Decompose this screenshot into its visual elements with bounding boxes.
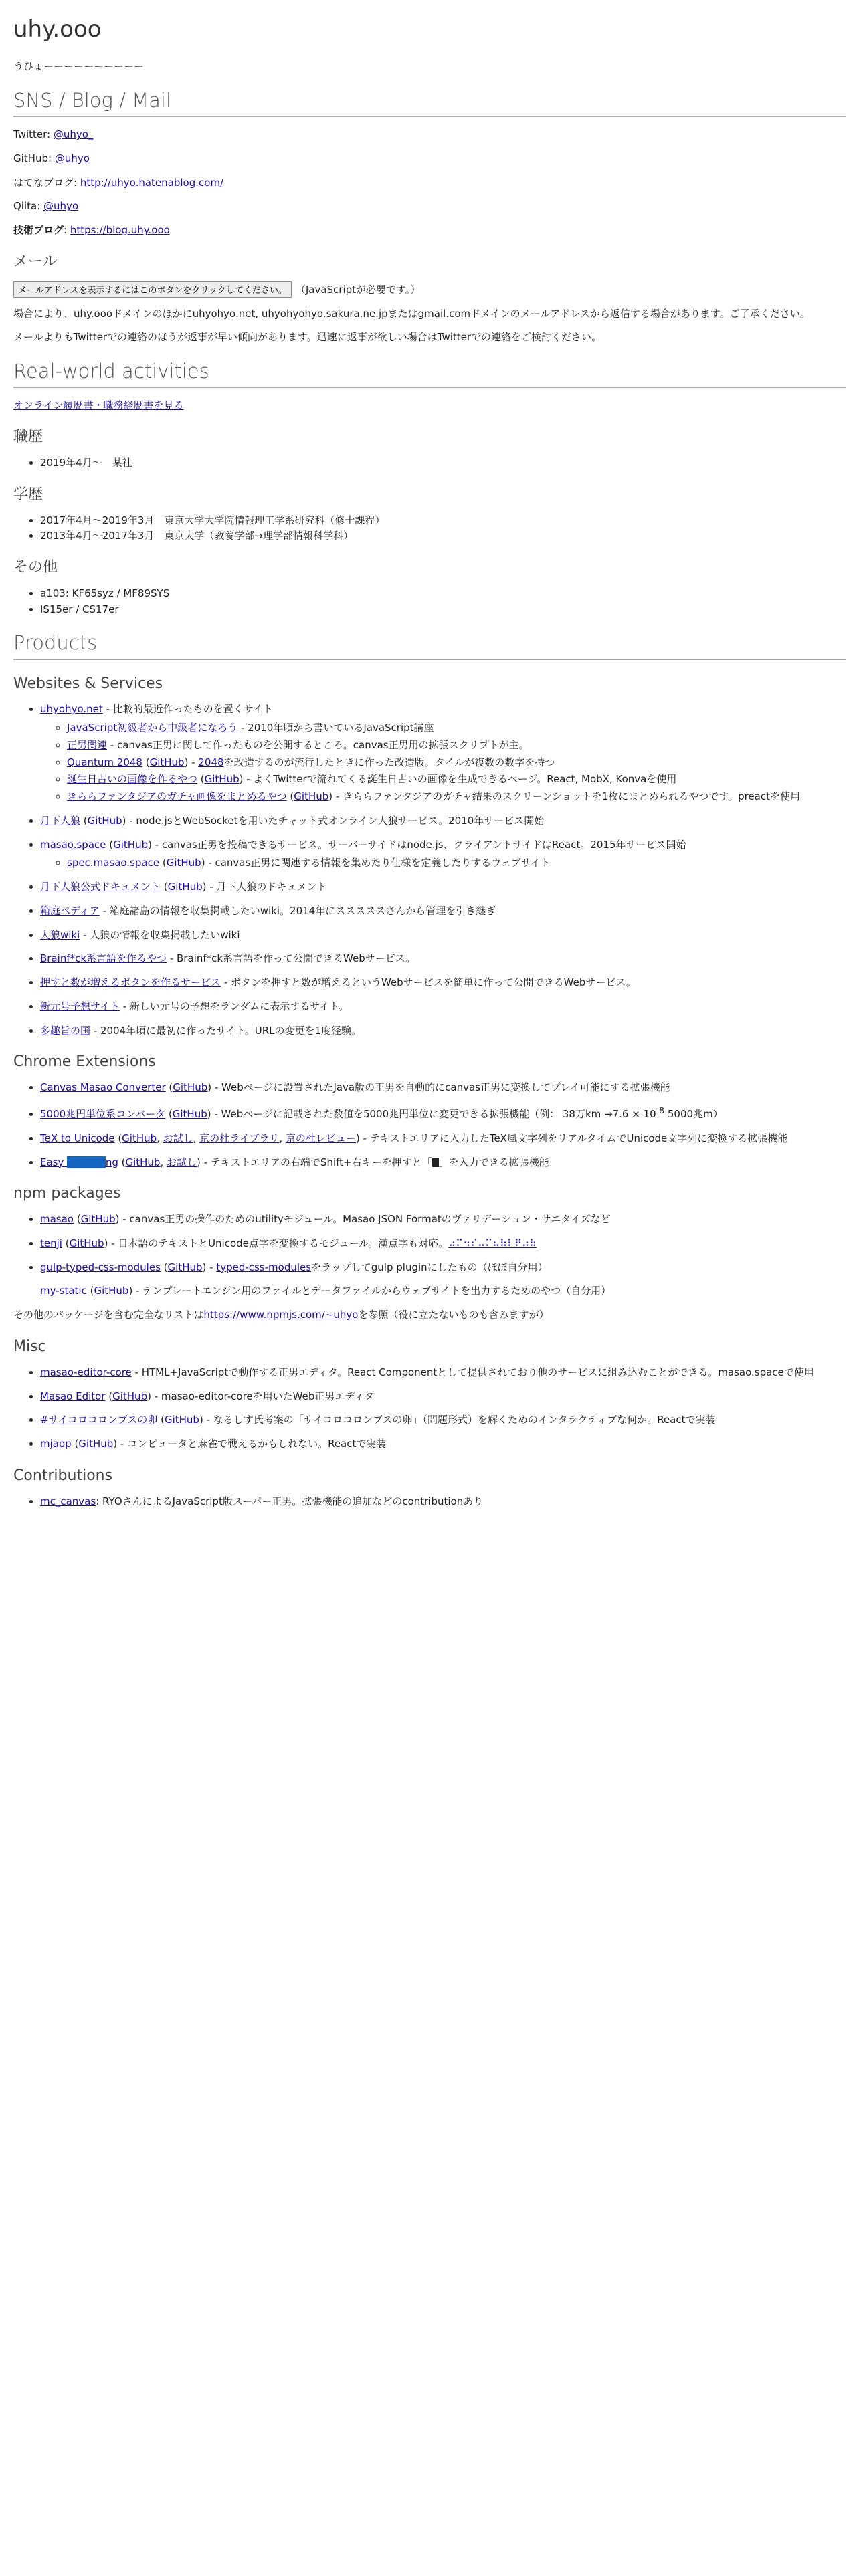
- products-heading: Products: [13, 629, 846, 659]
- mystatic-github-link[interactable]: GitHub: [94, 1285, 129, 1297]
- mail-heading: メール: [13, 253, 58, 270]
- easy-try-link[interactable]: お試し: [167, 1156, 197, 1168]
- spec-github-link[interactable]: GitHub: [166, 857, 201, 869]
- easy-github-link[interactable]: GitHub: [125, 1156, 161, 1168]
- uhyohyo-desc: - 比較的最近作ったものを置くサイト: [102, 703, 273, 716]
- tex-link[interactable]: TeX to Unicode: [40, 1132, 115, 1144]
- paren-open: (: [142, 756, 150, 768]
- list-item-npm-masao: [40, 1212, 846, 1227]
- editor-core-desc: - HTML+JavaScriptで動作する正男エディタ。React Componentとして提供されており他のサービスに組み込むことができる。masao.spaceで使用: [131, 1366, 814, 1378]
- separator: ,: [193, 1132, 200, 1144]
- misc-list: [13, 1366, 846, 1452]
- list-item-tsuki: [40, 814, 846, 829]
- education-heading: 学歴: [13, 486, 43, 503]
- uhyohyo-link[interactable]: uhyohyo.net: [40, 703, 103, 716]
- paren-open: (: [74, 1213, 81, 1226]
- kirara-desc: ) - きららファンタジアのガチャ結果のスクリーンショットを1枚にまとめられるやつです。preactを使用: [328, 790, 800, 803]
- list-item-cmc: [40, 1081, 846, 1095]
- list-item-easy: [40, 1156, 846, 1170]
- spec-desc: ) - canvas正男に関連する情報を集めたり仕様を定義したりするウェブサイト: [201, 857, 551, 869]
- tsukidoc-link[interactable]: 月下人狼公式ドキュメント: [40, 881, 161, 893]
- tenji-braille-link[interactable]: ⠴⠍⠲⠎⠤⠍⠦⠷⠇⠟⠴⠷: [448, 1237, 537, 1249]
- twitter-link[interactable]: @uhyo_: [53, 128, 94, 141]
- tex-desc: ) - テキストエリアに入力したTeX風文字列をリアルタイムでUnicode文字列に変換する拡張機能: [355, 1132, 788, 1144]
- list-item-tenji: [40, 1237, 846, 1251]
- bf-desc: - Brainf*ck系言語を作って公開できるWebサービス。: [167, 952, 416, 965]
- github-label: GitHub:: [13, 152, 55, 165]
- qiita-line: [13, 199, 846, 214]
- gulp-link[interactable]: gulp-typed-css-modules: [40, 1261, 161, 1273]
- npm-note-a: その他のパッケージを含む完全なリストは: [13, 1309, 204, 1321]
- masao-sublist: [40, 856, 846, 871]
- paren-open: (: [114, 1132, 122, 1144]
- block-glyph: [432, 1158, 439, 1167]
- education-list: [13, 514, 846, 544]
- mystatic-desc: ) - テンプレートエンジン用のファイルとデータファイルからウェブサイトを出力するためのやつ（自分用）: [128, 1285, 611, 1297]
- saikoro-github-link[interactable]: GitHub: [164, 1414, 199, 1426]
- jinro-link[interactable]: 人狼wiki: [40, 928, 80, 941]
- bf-link[interactable]: Brainf*ck系言語を作るやつ: [40, 952, 167, 965]
- editor-core-link[interactable]: masao-editor-core: [40, 1366, 132, 1378]
- jinro-desc: - 人狼の情報を収集掲載したいwiki: [80, 928, 240, 941]
- mystatic-link[interactable]: my-static: [40, 1285, 87, 1297]
- paren-open: (: [106, 838, 114, 851]
- separator: ,: [160, 1156, 167, 1168]
- list-item: • 2019年4月〜 某社: [40, 456, 846, 471]
- sns-heading: SNS / Blog / Mail: [13, 86, 846, 117]
- paren-open: (: [197, 773, 205, 786]
- yen-link[interactable]: 5000兆円単位系コンバータ: [40, 1108, 166, 1121]
- quantum-github-link[interactable]: GitHub: [149, 756, 185, 768]
- career-list: [13, 456, 846, 471]
- npm-note: [13, 1308, 846, 1323]
- tama-desc: - 2004年頃に最初に作ったサイト。URLの変更を1度経験。: [90, 1024, 362, 1037]
- hako-desc: - 箱庭諸島の情報を収集掲載したいwiki。2014年にスススススさんから管理を引き継ぎ: [99, 904, 496, 917]
- separator: ,: [157, 1132, 163, 1144]
- mjaop-link[interactable]: mjaop: [40, 1438, 72, 1451]
- push-desc: - ボタンを押すと数が増えるというWebサービスを簡単に作って公開できるWebサービス。: [221, 976, 636, 989]
- tech-blog-label: 技術ブログ: [13, 224, 64, 237]
- npm-masao-desc: ) - canvas正男の操作のためのutilityモジュール。Masao JSON Formatのヴァリデーション・サニタイズなど: [115, 1213, 611, 1226]
- tex-review-link[interactable]: 京の杜レビュー: [285, 1132, 356, 1144]
- masao-space-github-link[interactable]: GitHub: [113, 838, 149, 851]
- list-item-kirara: [67, 790, 846, 804]
- tenji-desc: ) - 日本語のテキストとUnicode点字を変換するモジュール。漢点字も対応。: [104, 1237, 449, 1249]
- easy-link-highlight: █████: [67, 1156, 106, 1168]
- list-item-yen: [40, 1105, 846, 1122]
- npm-masao-link[interactable]: masao: [40, 1213, 74, 1226]
- list-item-editor: [40, 1390, 846, 1404]
- list-item-birthday: [67, 772, 846, 787]
- quantum-desc: を改造するのが流行したときに作った改造版。タイルが複数の数字を持つ: [223, 756, 555, 768]
- tsuki-github-link[interactable]: GitHub: [87, 814, 122, 827]
- birthday-desc: ) - よくTwitterで流れてくる誕生日占いの画像を生成できるページ。React, MobX, Konvaを使用: [239, 773, 677, 786]
- cmc-desc: ) - Webページに設置されたJava版の正男を自動的にcanvas正男に変換してプレイ可能にする拡張機能: [207, 1081, 670, 1094]
- npm-profile-link[interactable]: https://www.npmjs.com/~uhyo: [203, 1309, 359, 1321]
- hatena-label: はてなブログ:: [13, 176, 80, 189]
- paren-open: (: [165, 1108, 173, 1121]
- career-heading: 職歴: [13, 429, 43, 446]
- site-tagline: うひょーーーーーーーーーー: [13, 60, 145, 73]
- uhyohyo-sublist: [40, 721, 846, 804]
- list-item-masao-space: [40, 838, 846, 871]
- easy-link-b: ng: [105, 1156, 118, 1168]
- paren-open: (: [165, 1081, 173, 1094]
- real-heading: Real-world activities: [13, 357, 846, 388]
- hatena-link[interactable]: http://uhyo.hatenablog.com/: [80, 176, 224, 189]
- tex-github-link[interactable]: GitHub: [122, 1132, 157, 1144]
- list-item-tsukidoc: [40, 880, 846, 895]
- list-item-editor-core: [40, 1366, 846, 1380]
- list-item-spec: [67, 856, 846, 871]
- list-item-uhyohyo: [40, 702, 846, 804]
- twitter-line: [13, 128, 846, 142]
- mjaop-github-link[interactable]: GitHub: [78, 1438, 114, 1451]
- websites-list: [13, 702, 846, 1038]
- yen-desc-a: ) - Webページに記載された数値を5000兆円単位に変更できる拡張機能（例： 38万km →7.6 × 10: [207, 1108, 656, 1121]
- saikoro-link[interactable]: #サイコロコロンブスの卵: [40, 1414, 158, 1426]
- seio-desc: - canvas正男に関して作ったものを公開するところ。canvas正男用の拡張スクリプトが主。: [107, 738, 529, 751]
- yen-github-link[interactable]: GitHub: [172, 1108, 207, 1121]
- mail-note-2: メールよりもTwitterでの連絡のほうが返事が早い傾向があります。迅速に返事が欲しい場合はTwitterでの連絡をご検討ください。: [13, 331, 602, 344]
- twitter-label: Twitter:: [13, 128, 54, 141]
- chrome-list: [13, 1081, 846, 1170]
- tenji-github-link[interactable]: GitHub: [69, 1237, 104, 1249]
- list-item-mystatic: [40, 1284, 846, 1299]
- kirara-github-link[interactable]: GitHub: [294, 790, 329, 803]
- paren-open: (: [160, 1261, 168, 1273]
- js-note: （JavaScriptが必要です。）: [295, 283, 421, 296]
- editor-desc: ) - masao-editor-coreを用いたWeb正男エディタ: [147, 1390, 375, 1402]
- gulp-github-link[interactable]: GitHub: [167, 1261, 203, 1273]
- paren-close: ) -: [202, 1261, 217, 1273]
- list-item-jinro: [40, 928, 846, 943]
- websites-heading: Websites & Services: [13, 675, 163, 692]
- push-link[interactable]: 押すと数が増えるボタンを作るサービス: [40, 976, 221, 989]
- tama-link[interactable]: 多趣旨の国: [40, 1024, 91, 1037]
- list-item: • 2017年4月〜2019年3月 東京大学大学院情報理工学系研究科（修士課程）: [40, 514, 846, 528]
- separator: ,: [279, 1132, 286, 1144]
- seio-link[interactable]: 正男関連: [67, 738, 108, 751]
- tcm-link[interactable]: typed-css-modules: [216, 1261, 312, 1273]
- npm-masao-github-link[interactable]: GitHub: [80, 1213, 116, 1226]
- gulp-desc: をラップしてgulp pluginにしたもの（ほぼ自分用）: [311, 1261, 548, 1273]
- resume-line: [13, 399, 846, 413]
- list-item-mc-canvas: [40, 1495, 846, 1509]
- github-link[interactable]: @uhyo: [54, 152, 90, 165]
- paren-open: (: [86, 1285, 94, 1297]
- list-item-saikoro: [40, 1413, 846, 1428]
- link-2048[interactable]: 2048: [198, 756, 224, 768]
- github-line: [13, 152, 846, 167]
- tex-try-link[interactable]: お試し: [163, 1132, 193, 1144]
- list-item-quantum: [67, 756, 846, 770]
- hako-link[interactable]: 箱庭ペディア: [40, 904, 100, 917]
- cmc-github-link[interactable]: GitHub: [173, 1081, 208, 1094]
- list-item-js-course: [67, 721, 846, 736]
- other-list: [13, 586, 846, 617]
- npm-list: [13, 1212, 846, 1299]
- paren-open: (: [105, 1390, 113, 1402]
- cmc-link[interactable]: Canvas Masao Converter: [40, 1081, 166, 1094]
- mc-canvas-link[interactable]: mc_canvas: [40, 1495, 96, 1507]
- tsuki-link[interactable]: 月下人狼: [40, 814, 81, 827]
- tsukidoc-github-link[interactable]: GitHub: [167, 881, 203, 893]
- tech-blog-sep: :: [64, 224, 70, 237]
- paren-open: (: [62, 1237, 70, 1249]
- paren-close: ) -: [184, 756, 199, 768]
- npm-heading: npm packages: [13, 1185, 121, 1202]
- js-course-desc: - 2010年頃から書いているJavaScript講座: [237, 722, 434, 734]
- birthday-github-link[interactable]: GitHub: [204, 773, 240, 786]
- other-heading: その他: [13, 559, 58, 576]
- list-item-bf: [40, 952, 846, 966]
- easy-desc-b: 」を入力できる拡張機能: [438, 1156, 549, 1168]
- list-item-mjaop: [40, 1437, 846, 1452]
- mjaop-desc: ) - コンピュータと麻雀で戦えるかもしれない。Reactで実装: [113, 1438, 387, 1451]
- easy-link-a: Easy: [40, 1156, 68, 1168]
- gengo-desc: - 新しい元号の予想をランダムに表示するサイト。: [119, 1000, 349, 1012]
- paren-open: (: [157, 1414, 165, 1426]
- list-item: • 2013年4月〜2017年3月 東京大学（教養学部→理学部情報科学科）: [40, 529, 846, 544]
- editor-github-link[interactable]: GitHub: [112, 1390, 148, 1402]
- list-item-gengo: [40, 1000, 846, 1014]
- birthday-link[interactable]: 誕生日占いの画像を作るやつ: [67, 773, 198, 786]
- npm-note-b: を参照（役に立たないものも含みますが）: [358, 1309, 549, 1321]
- paren-open: (: [71, 1438, 79, 1451]
- tsukidoc-desc: ) - 月下人狼のドキュメント: [202, 881, 327, 893]
- hatena-line: [13, 176, 846, 191]
- easy-link[interactable]: [40, 1156, 118, 1168]
- saikoro-desc: ) - なるしす氏考案の「サイコロコロンブスの卵」（問題形式）を解くためのインタラクティブな何か。Reactで実装: [199, 1414, 716, 1426]
- contributions-heading: Contributions: [13, 1467, 113, 1484]
- paren-open: (: [118, 1156, 126, 1168]
- qiita-link[interactable]: @uhyo: [43, 200, 79, 213]
- masao-space-desc: ) - canvas正男を投稿できるサービス。サーバーサイドはnode.js、クライアントサイドはReact。2015年サービス開始: [148, 838, 686, 851]
- easy-desc-a: ) - テキストエリアの右端でShift+右キーを押すと「: [197, 1156, 432, 1168]
- misc-heading: Misc: [13, 1337, 46, 1355]
- tex-library-link[interactable]: 京の杜ライブラリ: [199, 1132, 280, 1144]
- js-course-link[interactable]: JavaScript初級者から中級者になろう: [67, 722, 238, 734]
- masao-space-link[interactable]: masao.space: [40, 838, 106, 851]
- site-title: uhy.ooo: [13, 16, 102, 43]
- paren-open: (: [80, 814, 88, 827]
- editor-link[interactable]: Masao Editor: [40, 1390, 106, 1402]
- qiita-label: Qiita:: [13, 200, 44, 213]
- show-email-button[interactable]: メールアドレスを表示するにはこのボタンをクリックしてください。: [13, 281, 292, 298]
- kirara-link[interactable]: きららファンタジアのガチャ画像をまとめるやつ: [67, 790, 287, 803]
- mail-button-line: [13, 281, 846, 298]
- chrome-heading: Chrome Extensions: [13, 1053, 156, 1071]
- list-item-tama: [40, 1024, 846, 1039]
- list-item-gulp: [40, 1261, 846, 1275]
- paren-open: (: [286, 790, 294, 803]
- yen-desc-b: 5000兆m）: [664, 1108, 723, 1121]
- tech-blog-link[interactable]: https://blog.uhy.ooo: [70, 224, 170, 237]
- tech-blog-line: [13, 223, 846, 238]
- spec-link[interactable]: spec.masao.space: [67, 857, 160, 869]
- resume-link[interactable]: オンライン履歴書・職務経歴書を見る: [13, 399, 184, 412]
- list-item-seio: [67, 738, 846, 753]
- contributions-list: [13, 1495, 846, 1509]
- list-item-push: [40, 976, 846, 990]
- list-item: • IS15er / CS17er: [40, 603, 846, 617]
- list-item-tex: [40, 1132, 846, 1146]
- list-item-hako: [40, 904, 846, 919]
- tsuki-desc: ) - node.jsとWebSocketを用いたチャット式オンライン人狼サービス。2010年サービス開始: [122, 814, 545, 827]
- mail-note-1: 場合により、uhy.oooドメインのほかにuhyohyo.net, uhyohyohyo.sakura.ne.jpまたはgmail.comドメインのメールアドレスから返信する場合があります。ご了承ください。: [13, 307, 810, 320]
- mc-canvas-desc: : RYOさんによるJavaScript版スーパー正男。拡張機能の追加などのcontributionあり: [96, 1495, 484, 1507]
- quantum-link[interactable]: Quantum 2048: [67, 756, 142, 768]
- list-item: • a103: KF65syz / MF89SYS: [40, 586, 846, 601]
- gengo-link[interactable]: 新元号予想サイト: [40, 1000, 120, 1012]
- tenji-link[interactable]: tenji: [40, 1237, 62, 1249]
- paren-open: (: [159, 857, 167, 869]
- yen-exponent: -8: [656, 1105, 665, 1116]
- paren-open: (: [161, 881, 168, 893]
